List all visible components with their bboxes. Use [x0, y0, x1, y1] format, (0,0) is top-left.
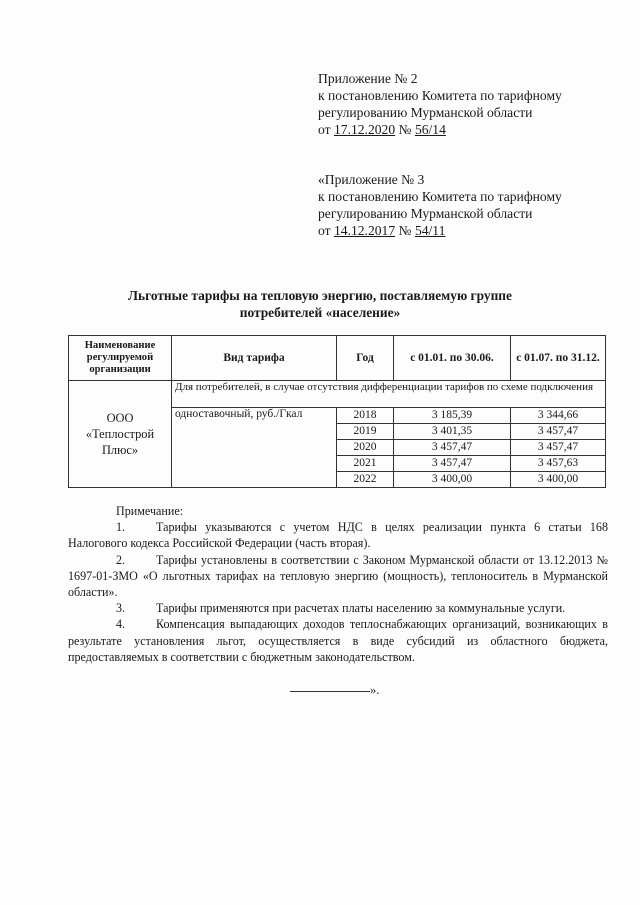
year-cell: 2022 [337, 472, 394, 488]
header-year: Год [337, 336, 394, 381]
note-text: Тарифы установлены в соответствии с Законом Мурманской области от 13.12.2013 № 1697-01-ЗМО «О льготных тарифах на тепловую энергию (мощность), теплоноситель в Мурманской области». [68, 552, 608, 600]
header-period-1: с 01.01. по 30.06. [394, 336, 511, 381]
note-item [68, 600, 608, 616]
number-sign: № [398, 223, 412, 238]
appendix-title: «Приложение № 3 [318, 172, 425, 187]
note-text: Тарифы указываются с учетом НДС в целях реализации пункта 6 статьи 168 Налогового кодекса Российской Федерации (часть вторая). [68, 520, 608, 551]
tariff-value-h1: 3 185,39 [394, 408, 511, 424]
signature-blank [290, 691, 370, 692]
note-number: 1. [116, 520, 126, 535]
appendix-date-line [318, 222, 562, 239]
notes-section [68, 503, 608, 665]
note-item [68, 519, 608, 551]
tariff-value-h2: 3 457,47 [511, 424, 606, 440]
note-item [68, 616, 608, 665]
tariff-value-h2: 3 457,63 [511, 456, 606, 472]
year-cell: 2020 [337, 440, 394, 456]
appendix-prior-header [318, 171, 562, 239]
table-header-row [69, 336, 606, 381]
condition-cell: Для потребителей, в случае отсутствия дифференциации тарифов по схеме подключения [172, 381, 606, 408]
appendix-line: к постановлению Комитета по тарифному [318, 88, 562, 103]
year-cell: 2018 [337, 408, 394, 424]
header-period-2: с 01.07. по 31.12. [511, 336, 606, 381]
notes-heading: Примечание: [116, 504, 184, 518]
tariff-value-h1: 3 457,47 [394, 440, 511, 456]
tariff-type-cell: одноставочный, руб./Гкал [172, 408, 337, 488]
closing-quote: ». [370, 683, 380, 697]
appendix-line: регулированию Мурманской области [318, 206, 533, 221]
title-line: потребителей «население» [239, 305, 401, 320]
appendix-line: регулированию Мурманской области [318, 105, 533, 120]
decree-number: 54/11 [414, 223, 446, 238]
appendix-title: Приложение № 2 [318, 71, 418, 86]
note-number: 3. [116, 601, 126, 616]
appendix-line: к постановлению Комитета по тарифному [318, 189, 562, 204]
year-cell: 2021 [337, 456, 394, 472]
appendix-date-line [318, 121, 562, 138]
note-item [68, 552, 608, 601]
decree-number: 56/14 [414, 122, 446, 137]
closing-line [290, 683, 379, 698]
tariff-value-h2: 3 400,00 [511, 472, 606, 488]
note-text: Компенсация выпадающих доходов теплоснабжающих организаций, возникающих в результате установления льгот, осуществляется в виде субсидий из областного бюджета, предоставляемых в соответствии с бюджетным законодательством. [68, 617, 608, 664]
note-number: 2. [116, 552, 126, 567]
decree-date: 17.12.2020 [333, 122, 396, 137]
document-title [80, 287, 560, 321]
tariff-value-h1: 3 457,47 [394, 456, 511, 472]
tariff-value-h2: 3 457,47 [511, 440, 606, 456]
date-prefix: от [318, 122, 331, 137]
title-line: Льготные тарифы на тепловую энергию, поставляемую группе [128, 288, 512, 303]
number-sign: № [398, 122, 412, 137]
date-prefix: от [318, 223, 331, 238]
tariff-value-h1: 3 401,35 [394, 424, 511, 440]
tariff-value-h1: 3 400,00 [394, 472, 511, 488]
condition-row [69, 381, 606, 408]
tariff-table [68, 335, 606, 488]
note-text: Тарифы применяются при расчетах платы населению за коммунальные услуги. [156, 601, 566, 616]
header-tariff-type: Вид тарифа [172, 336, 337, 381]
header-organization: Наименование регулируемой организации [69, 336, 172, 381]
tariff-value-h2: 3 344,66 [511, 408, 606, 424]
year-cell: 2019 [337, 424, 394, 440]
appendix-current-header [318, 70, 562, 138]
note-number: 4. [116, 617, 126, 632]
decree-date: 14.12.2017 [333, 223, 396, 238]
organization-cell: ООО «Теплострой Плюс» [69, 381, 172, 488]
